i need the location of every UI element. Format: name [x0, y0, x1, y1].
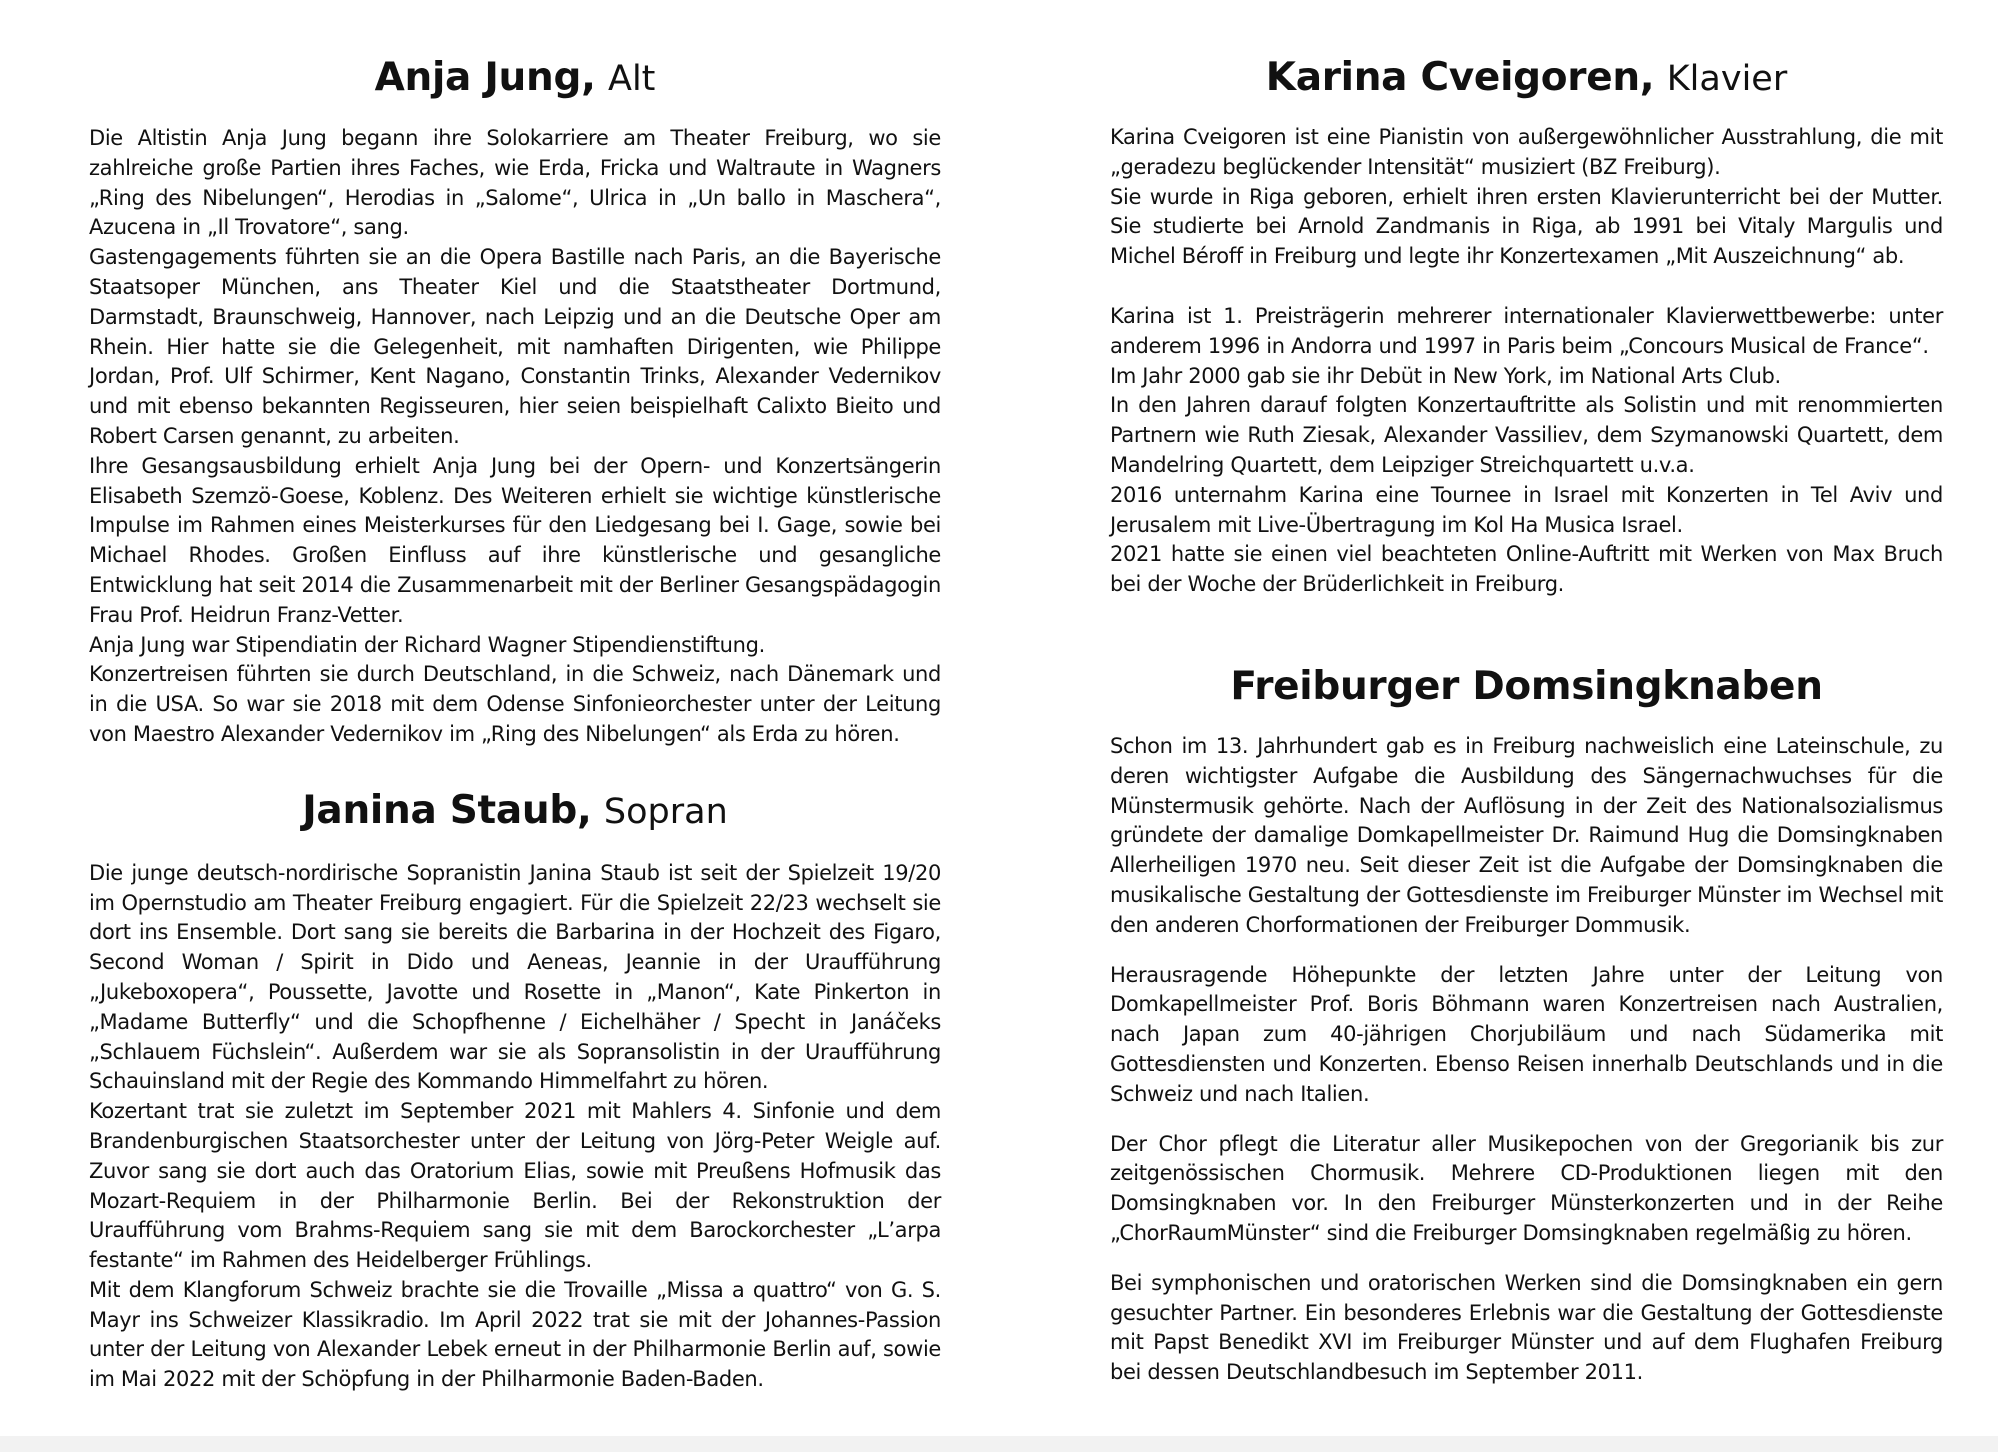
- bio-heading: [89, 783, 941, 840]
- bio-heading: [89, 50, 941, 107]
- bio-text: [1110, 732, 1943, 1388]
- bio-paragraph: Gastengagements führten sie an die Opera Bastille nach Paris, an die Bayerische Staatsoper München, ans Theater Kiel und die Staatstheater Dortmund, Darmstadt, Braunschweig, Hannover, nach Leipzig und an die Deutsche Oper am Rhein. Hier hatte sie die Gelegenheit, mit namhaften Dirigenten, wie Philippe Jordan, Prof. Ulf Schirmer, Kent Nagano, Constantin Trinks, Alexander Vedernikov und mit ebenso bekannten Regisseuren, hier seien beispielhaft Calixto Bieito und Robert Carsen genannt, zu arbeiten.: [89, 245, 941, 448]
- artist-role: Klavier: [1666, 59, 1788, 99]
- left-page: [89, 50, 941, 1395]
- artist-name: Karina Cveigoren,: [1265, 55, 1655, 100]
- bio-paragraph: Mit dem Klangforum Schweiz brachte sie die Trovaille „Missa a quattro“ von G. S. Mayr ins Schweizer Klassikradio. Im April 2022 trat sie mit der Johannes-Passion unter der Leitung von Alexander Lebek erneut in der Philharmonie Berlin auf, sowie im Mai 2022 mit der Schöpfung in der Philharmonie Baden-Baden.: [89, 1277, 941, 1392]
- bio-text: [89, 859, 941, 1395]
- page-bottom-edge: [0, 1436, 1998, 1452]
- paragraph-spacer: [1110, 1249, 1943, 1269]
- bio-paragraph: Karina Cveigoren ist eine Pianistin von außergewöhnlicher Ausstrahlung, die mit „geradezu beglückender Intensität“ musiziert (BZ Freiburg).: [1110, 125, 1943, 179]
- artist-role: Sopran: [603, 791, 728, 832]
- right-page: [1110, 50, 1943, 1388]
- bio-paragraph: Der Chor pflegt die Literatur aller Musikepochen von der Gregorianik bis zur zeitgenössischen Chormusik. Mehrere CD-Produktionen liegen mit den Domsingknaben vor. In den Freiburger Münsterkonzerten und in der Reihe „ChorRaumMünster“ sind die Freiburger Domsingknaben regelmäßig zu hören.: [1110, 1131, 1943, 1245]
- bio-janina-staub: [89, 783, 941, 1395]
- bio-paragraph: Sie wurde in Riga geboren, erhielt ihren ersten Klavierunterricht bei der Mutter. Sie studierte bei Arnold Zandmanis in Riga, ab 1991 bei Vitaly Margulis und Michel Béroff in Freiburg und legte ihr Konzertexamen „Mit Auszeichnung“ ab.: [1110, 184, 1943, 269]
- bio-karina-cveigoren: [1110, 50, 1943, 600]
- bio-heading: [1110, 659, 1943, 715]
- bio-paragraph: 2021 hatte sie einen viel beachteten Online-Auftritt mit Werken von Max Bruch bei der Woche der Brüderlichkeit in Freiburg.: [1110, 542, 1943, 597]
- bio-paragraph: Anja Jung war Stipendiatin der Richard Wagner Stipendienstiftung.: [89, 632, 765, 657]
- ensemble-name: Freiburger Domsingknaben: [1230, 663, 1823, 709]
- bio-paragraph: Herausragende Höhepunkte der letzten Jahre unter der Leitung von Domkapellmeister Prof. Boris Böhmann waren Konzertreisen nach Australien, nach Japan zum 40-jährigen Chorjubiläum und nach Südamerika mit Gottesdiensten und Konzerten. Ebenso Reisen innerhalb Deutschlands und in die Schweiz und nach Italien.: [1110, 962, 1943, 1106]
- paragraph-spacer: [1110, 1110, 1943, 1130]
- bio-paragraph: In den Jahren darauf folgten Konzertauftritte als Solistin und mit renommierten Partnern wie Ruth Ziesak, Alexander Vassiliev, dem Szymanowski Quartett, dem Mandelring Quartett, dem Leipziger Streichquartett u.v.a.: [1110, 393, 1943, 477]
- bio-paragraph: Die Altistin Anja Jung begann ihre Solokarriere am Theater Freiburg, wo sie zahlreiche große Partien ihres Faches, wie Erda, Fricka und Waltraute in Wagners „Ring des Nibelungen“, Herodias in „Salome“, Ulrica in „Un ballo in Maschera“, Azucena in „Il Trovatore“, sang.: [89, 126, 941, 240]
- bio-paragraph: Kozertant trat sie zuletzt im September 2021 mit Mahlers 4. Sinfonie und dem Brandenburgischen Staatsorchester unter der Leitung von Jörg-Peter Weigle auf. Zuvor sang sie dort auch das Oratorium Elias, sowie mit Preußens Hofmusik das Mozart-Requiem in der Philharmonie Berlin. Bei der Rekonstruktion der Uraufführung vom Brahms-Requiem sang sie mit dem Barockorchester „L’arpa festante“ im Rahmen des Heidelberger Frühlings.: [89, 1099, 941, 1273]
- bio-paragraph: Die junge deutsch-nordirische Sopranistin Janina Staub ist seit der Spielzeit 19/20 im Opernstudio am Theater Freiburg engagiert. Für die Spielzeit 22/23 wechselt sie dort ins Ensemble. Dort sang sie bereits die Barbarina in der Hochzeit des Figaro, Second Woman / Spirit in Dido und Aeneas, Jeannie in der Uraufführung „Jukeboxopera“, Poussette, Javotte und Rosette in „Manon“, Kate Pinkerton in „Madame Butterfly“ und die Schopfhenne / Eichelhäher / Specht in Janáčeks „Schlauem Füchslein“. Außerdem war sie als Sopransolistin in der Uraufführung Schauinsland mit der Regie des Kommando Himmelfahrt zu hören.: [89, 860, 941, 1094]
- bio-paragraph: Im Jahr 2000 gab sie ihr Debüt in New York, im National Arts Club.: [1110, 363, 1781, 388]
- bio-paragraph: 2016 unternahm Karina eine Tournee in Israel mit Konzerten in Tel Aviv und Jerusalem mit Live-Übertragung im Kol Ha Musica Israel.: [1110, 482, 1943, 537]
- bio-paragraph: Bei symphonischen und oratorischen Werken sind die Domsingknaben ein gern gesuchter Partner. Ein besonderes Erlebnis war die Gestaltung der Gottesdienste mit Papst Benedikt XVI im Freiburger Münster und auf dem Flughafen Freiburg bei dessen Deutschlandbesuch im September 2011.: [1110, 1270, 1943, 1385]
- bio-text: [89, 124, 941, 750]
- bio-paragraph: Konzertreisen führten sie durch Deutschland, in die Schweiz, nach Dänemark und in die USA. So war sie 2018 mit dem Odense Sinfonieorchester unter der Leitung von Maestro Alexander Vedernikov im „Ring des Nibelungen“ als Erda zu hören.: [89, 662, 941, 746]
- paragraph-spacer: [1110, 272, 1943, 302]
- bio-paragraph: Karina ist 1. Preisträgerin mehrerer internationaler Klavierwettbewerbe: unter anderem 1996 in Andorra und 1997 in Paris beim „Concours Musical de France“.: [1110, 303, 1943, 358]
- bio-paragraph: Schon im 13. Jahrhundert gab es in Freiburg nachweislich eine Lateinschule, zu deren wichtigster Aufgabe die Ausbildung des Sängernachwuchses für die Münstermusik gehörte. Nach der Auflösung in der Zeit des Nationalsozialismus gründete der damalige Domkapellmeister Dr. Raimund Hug die Domsingknaben Allerheiligen 1970 neu. Seit dieser Zeit ist die Aufgabe der Domsingknaben die musikalische Gestaltung der Gottesdienste im Freiburger Münster im Wechsel mit den anderen Chorformationen der Freiburger Dommusik.: [1110, 733, 1943, 937]
- bio-heading: [1110, 50, 1943, 107]
- bio-paragraph: Ihre Gesangsausbildung erhielt Anja Jung bei der Opern- und Konzertsängerin Elisabeth Szemzö-Goese, Koblenz. Des Weiteren erhielt sie wichtige künstlerische Impulse im Rahmen eines Meisterkurses für den Liedgesang bei I. Gage, sowie bei Michael Rhodes. Großen Einfluss auf ihre künstlerische und gesangliche Entwicklung hat seit 2014 die Zusammenarbeit mit der Berliner Gesangspädagogin Frau Prof. Heidrun Franz-Vetter.: [89, 453, 941, 627]
- bio-text: [1110, 123, 1943, 600]
- bio-anja-jung: [89, 50, 941, 750]
- artist-role: Alt: [608, 59, 656, 99]
- bio-domsingknaben: [1110, 659, 1943, 1388]
- paragraph-spacer: [1110, 941, 1943, 961]
- artist-name: Anja Jung,: [374, 55, 596, 100]
- artist-name: Janina Staub,: [302, 787, 592, 833]
